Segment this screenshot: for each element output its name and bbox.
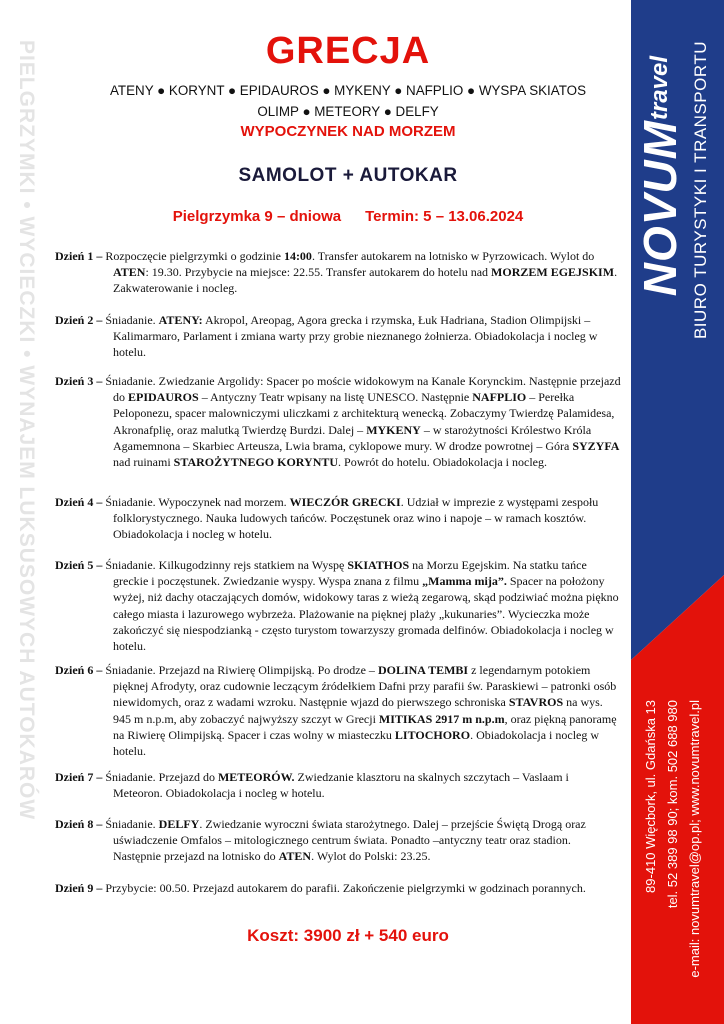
contact-phone xyxy=(661,700,683,1010)
left-watermark-text: PIELGRZYMKI • WYCIECZKI • WYNAJEM LUKSUSOWYCH AUTOKARÓW xyxy=(15,40,38,821)
contact-address-text: 89-410 Więcbork, ul. Gdańska 13 xyxy=(642,700,658,893)
day-description: Śniadanie. Kilkugodzinny rejs statkiem na Wyspę SKIATHOS na Morzu Egejskim. Na statku tańce greckie i poczęstunek. Zwiedzanie wyspy. Wyspa znana z filmu „Mamma mija”. Spacer na położony wyżej, niż dachy otaczających domów, widokowy taras z wieżą zegarową, skąd podziwiać można piękno całego miasta i lazurowego wybrzeża. Plażowanie na pięknej plaży „kukunaries”. Wycieczka może zakończyć się niespodzianką - często turystom towarzyszy gromada delfinów. Obiadokolacja i nocleg w hotelu. xyxy=(105,558,619,654)
transport-mode: SAMOLOT + AUTOKAR xyxy=(238,165,458,186)
brand-tagline-text: BIURO TURYSTYKI I TRANSPORTU xyxy=(691,40,710,340)
day-label: Dzień 5 – xyxy=(55,558,103,572)
brand-logo-name: NOVUM xyxy=(634,119,686,297)
brand-logo xyxy=(630,36,690,316)
contact-phone-text: tel. 52 389 98 90; kom. 502 688 980 xyxy=(664,700,680,909)
day-description: Śniadanie. Wypoczynek nad morzem. WIECZÓR GRECKI. Udział w imprezie z występami zespołu folklorystycznego. Nauka ludowych tańców. Poczęstunek oraz wino i napoje – w ramach kosztów. Obiadokolacja i nocleg w hotelu. xyxy=(105,495,599,542)
places-line-1: ATENY ● KORYNT ● EPIDAUROS ● MYKENY ● NAFPLIO ● WYSPA SKIATOS xyxy=(110,83,586,98)
trip-duration: Pielgrzymka 9 – dniowa xyxy=(172,208,342,225)
day-description: Śniadanie. Przejazd do METEORÓW. Zwiedzanie klasztoru na skalnych szczytach – Vaslaam i Meteoron. Obiadokolacja i nocleg w hotelu. xyxy=(105,770,569,801)
trip-meta xyxy=(70,208,626,225)
brand-tagline xyxy=(684,40,718,340)
page-subtitle: WYPOCZYNEK NAD MORZEM xyxy=(240,123,456,140)
day-6 xyxy=(55,662,621,759)
day-description: Przybycie: 00.50. Przejazd autokarem do parafii. Zakończenie pielgrzymki w godzinach porannych. xyxy=(105,881,586,895)
day-label: Dzień 7 – xyxy=(55,770,103,784)
day-7 xyxy=(55,769,621,801)
day-2 xyxy=(55,312,621,361)
contact-email-text: e-mail: novumtravel@op.pl; www.novumtravel.pl xyxy=(686,700,702,978)
day-description: Śniadanie. ATENY: Akropol, Areopag, Agora grecka i rzymska, Łuk Hadriana, Stadion Olimpijski – Kalimarmaro, Parlament i zmiana warty przy grobie nieznanego żołnierza. Obiadokolacja i nocleg w hotelu. xyxy=(105,313,598,360)
day-label: Dzień 3 – xyxy=(55,374,103,388)
day-label: Dzień 9 – xyxy=(55,881,103,895)
contact-address xyxy=(639,700,661,1010)
trip-cost: Koszt: 3900 zł + 540 euro xyxy=(247,926,449,945)
page-title: GRECJA xyxy=(265,30,431,72)
day-label: Dzień 1 – xyxy=(55,249,103,263)
day-3 xyxy=(55,373,621,470)
day-description: Rozpoczęcie pielgrzymki o godzinie 14:00. Transfer autokarem na lotnisko w Pyrzowicach. Wylot do ATEN: 19.30. Przybycie na miejsce: 22.55. Transfer autokarem do hotelu nad MORZEM EGEJSKIM. Zakwaterowanie i nocleg. xyxy=(105,249,618,296)
day-5 xyxy=(55,557,621,654)
brand-logo-suffix: travel xyxy=(646,55,673,120)
day-8 xyxy=(55,816,621,865)
day-description: Śniadanie. DELFY. Zwiedzanie wyroczni świata starożytnego. Dalej – przejście Świętą Drogą oraz uświadczenie Omfalos – mitologicznego centrum świata. Ponadto –antyczny teatr oraz stadion. Następnie przejazd na lotnisko do ATEN. Wylot do Polski: 23.25. xyxy=(105,817,586,864)
day-9 xyxy=(55,880,621,896)
day-label: Dzień 6 – xyxy=(55,663,103,677)
day-description: Śniadanie. Zwiedzanie Argolidy: Spacer po moście widokowym na Kanale Korynckim. Następnie przejazd do EPIDAUROS – Antyczny Teatr wpisany na listę UNESCO. Następnie NAFPLIO – Perełka Peloponezu, spacer malowniczymi uliczkami z architekturą wenecką. Zobaczymy Twierdzę Palamidesa, Akronafplię, oraz malutką Twierdzę Burdzi. Dalej – MYKENY – w starożytności Królestwo Króla Agamemnona – Skarbiec Arteusza, Lwia brama, cyklopowe mury. W drodze powrotnej – Góra SYZYFA nad ruinami STAROŻYTNEGO KORYNTU. Powrót do hotelu. Obiadokolacja i nocleg. xyxy=(105,374,621,470)
day-4 xyxy=(55,494,621,543)
day-1 xyxy=(55,248,621,297)
trip-term: Termin: 5 – 13.06.2024 xyxy=(365,208,524,225)
day-label: Dzień 4 – xyxy=(55,495,103,509)
places-line-2: OLIMP ● METEORY ● DELFY xyxy=(257,104,439,119)
places-list xyxy=(70,80,626,122)
day-label: Dzień 8 – xyxy=(55,817,103,831)
day-description: Śniadanie. Przejazd na Riwierę Olimpijską. Po drodze – DOLINA TEMBI z legendarnym potokiem pięknej Afrodyty, oraz cudownie leczącym źródełkiem Dafni przy parafii św. Paraskiewi – patronki osób niewidomych, oraz z wadami wzroku. Następnie wjazd do pierwszego schroniska STAVROS na wys. 945 m n.p.m, aby zobaczyć najwyższy szczyt w Grecji MITIKAS 2917 m n.p.m, oraz piękną panoramę na Riwierę Olimpijską. Spacer i czas wolny w miasteczku LITOCHORO. Obiadokolacja i nocleg w hotelu. xyxy=(105,663,617,759)
day-label: Dzień 2 – xyxy=(55,313,103,327)
contact-email xyxy=(683,700,705,1010)
